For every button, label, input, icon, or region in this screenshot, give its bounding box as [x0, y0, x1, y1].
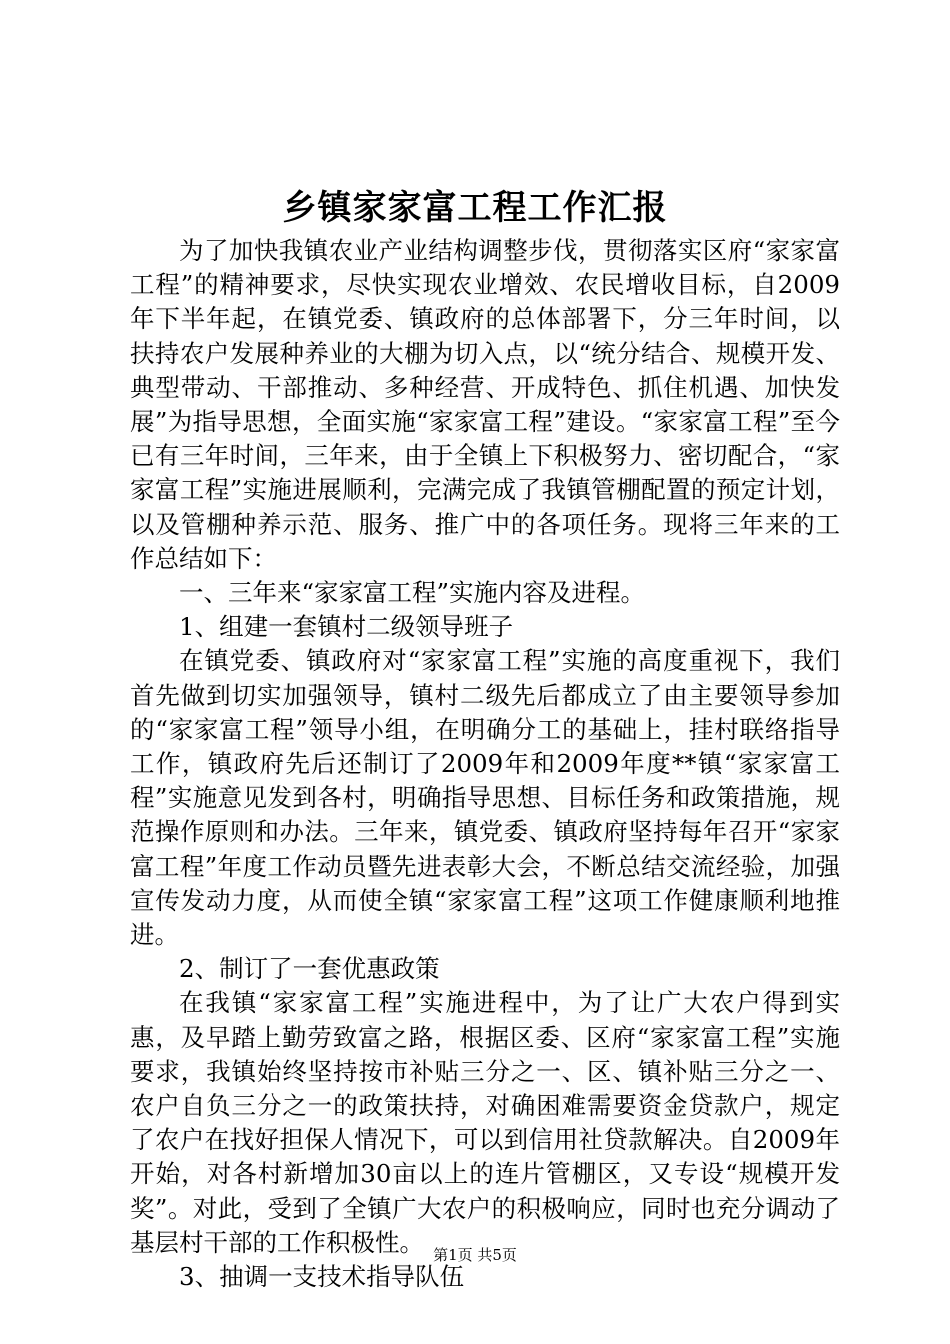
paragraph-intro: 为了加快我镇农业产业结构调整步伐，贯彻落实区府“家家富工程”的精神要求，尽快实现农业增效、农民增收目标，自2009年下半年起，在镇党委、镇政府的总体部署下，分三年时间，以扶持农户发展种养业的大棚为切入点，以“统分结合、规模开发、典型带动、干部推动、多种经营、开成特色、抓住机遇、加快发展”为指导思想，全面实施“家家富工程”建设。“家家富工程”至今已有三年时间，三年来，由于全镇上下积极努力、密切配合，“家家富工程”实施进展顺利，完满完成了我镇管棚配置的预定计划，以及管棚种养示范、服务、推广中的各项任务。现将三年来的工作总结如下：	[130, 236, 840, 573]
page-number: 第1页 共5页	[433, 1246, 517, 1264]
subheading-1: 1、组建一套镇村二级领导班子	[179, 612, 514, 642]
subheading-3: 3、抽调一支技术指导队伍	[179, 1262, 465, 1292]
heading-section-1: 一、三年来“家家富工程”实施内容及进程。	[179, 578, 646, 608]
paragraph-policy: 在我镇“家家富工程”实施进程中，为了让广大农户得到实惠，及早踏上勤劳致富之路，根据区委、区府“家家富工程”实施要求，我镇始终坚持按市补贴三分之一、区、镇补贴三分之一、农户自负三分之一的政策扶持，对确困难需要资金贷款户，规定了农户在找好担保人情况下，可以到信用社贷款解决。自2009年开始，对各村新增加30亩以上的连片管棚区，又专设“规模开发奖”。对此，受到了全镇广大农户的积极响应，同时也充分调动了基层村干部的工作积极性。	[130, 988, 840, 1257]
document-body	[130, 234, 840, 1294]
paragraph-leadership: 在镇党委、镇政府对“家家富工程”实施的高度重视下，我们首先做到切实加强领导，镇村二级先后都成立了由主要领导参加的“家家富工程”领导小组，在明确分工的基础上，挂村联络指导工作，镇政府先后还制订了2009年和2009年度**镇“家家富工程”实施意见发到各村，明确指导思想、目标任务和政策措施，规范操作原则和办法。三年来，镇党委、镇政府坚持每年召开“家家富工程”年度工作动员暨先进表彰大会，不断总结交流经验，加强宣传发动力度，从而使全镇“家家富工程”这项工作健康顺利地推进。	[130, 646, 840, 950]
subheading-2: 2、制订了一套优惠政策	[179, 954, 440, 984]
page-title: 乡镇家家富工程工作汇报	[282, 188, 668, 228]
